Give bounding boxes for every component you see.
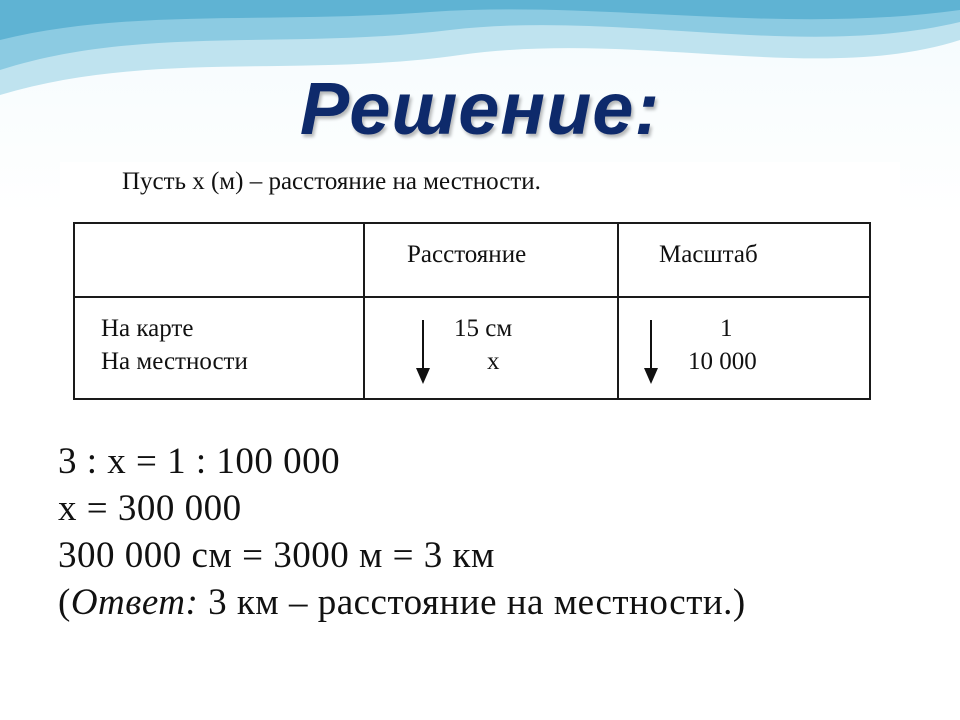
answer-text: 3 км – расстояние на местности.) xyxy=(198,582,746,623)
slide-title: Решение: xyxy=(299,67,661,150)
equation-x-value: x = 300 000 xyxy=(58,488,242,529)
distance-ground-value: x xyxy=(487,348,500,375)
down-arrow-icon xyxy=(415,320,431,384)
answer-open-paren: ( xyxy=(58,582,71,623)
row-label-map: На карте xyxy=(101,315,194,342)
header-scale: Масштаб xyxy=(659,241,758,268)
equation-unit-conversion: 300 000 см = 3000 м = 3 км xyxy=(58,535,495,576)
answer-label: Ответ: xyxy=(70,582,199,623)
table-header-divider xyxy=(75,296,869,298)
table-column-divider xyxy=(617,224,619,398)
row-label-ground: На местности xyxy=(101,348,248,375)
let-statement: Пусть x (м) – расстояние на местности. xyxy=(122,168,541,195)
down-arrow-icon xyxy=(643,320,659,384)
proportion-table xyxy=(73,222,871,400)
equation-proportion: 3 : x = 1 : 100 000 xyxy=(58,441,341,482)
scale-map-value: 1 xyxy=(720,315,733,342)
answer-line xyxy=(58,581,746,624)
table-column-divider xyxy=(363,224,365,398)
distance-map-value: 15 см xyxy=(454,315,513,342)
scale-ground-value: 10 000 xyxy=(688,348,757,375)
header-distance: Расстояние xyxy=(407,241,527,268)
